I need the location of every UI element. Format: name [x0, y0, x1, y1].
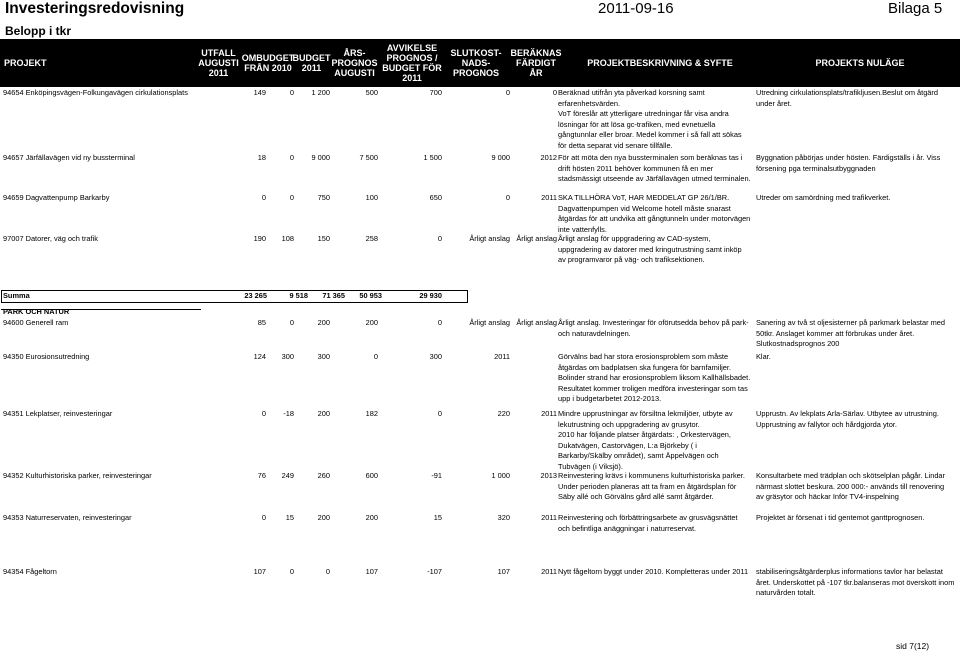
description-line: lösningar för att lösa gc-trafiken, med evnetuella — [558, 119, 716, 129]
description-line: erfarenhetsvärden. — [558, 98, 621, 108]
description-line: stadsmässigt utseende av Järfällavägen utmed terminalen. — [558, 174, 751, 184]
description-line: upp i budgetarbetet 2012-2013. — [558, 394, 662, 404]
table-header — [0, 39, 960, 87]
status-line: närmast slottet beskura. 200 000:- används till renovering — [756, 481, 945, 491]
status-line: Utreder om samördning med trafikverket. — [756, 193, 891, 202]
fardigt-value: 2013 — [540, 471, 557, 480]
description-line: lekutrustning och uppgradering av grusytor. — [558, 419, 700, 429]
utfall-value: 0 — [261, 409, 266, 418]
ombudget-value: 249 — [281, 471, 294, 480]
utfall-value: 0 — [261, 513, 266, 522]
col-slutkost: SLUTKOST-NADS-PROGNOS — [450, 48, 502, 78]
avvikelse-value: 650 — [429, 193, 442, 202]
status-line: Slutkostnadsprognos 200 — [756, 339, 840, 349]
prognos-value: 100 — [365, 193, 378, 202]
col-projekt: PROJEKT — [4, 58, 47, 68]
budget-value: 9 000 — [311, 153, 330, 162]
fardigt-value: 2012 — [540, 153, 557, 162]
budget-value: 200 — [317, 318, 330, 327]
description-line: Under perioden planeras att ta fram en åtgärdsplan för — [558, 481, 737, 491]
col-nulage: PROJEKTS NULÄGE — [815, 58, 905, 68]
col-ombudget: OMBUDGET FRÅN 2010 — [241, 53, 295, 73]
description-line: Resultatet kommer troligen medföra investeringar som tas — [558, 383, 748, 393]
fardigt-value: Årligt anslag — [516, 234, 557, 243]
utfall-value: 0 — [261, 193, 266, 202]
project-name: 94351 Lekplatser, reinvesteringar — [3, 409, 113, 418]
ombudget-value: 0 — [289, 193, 294, 202]
summa-prognos: 50 953 — [359, 291, 382, 300]
description-line: Tubvägen (i Viksjö). — [558, 462, 623, 471]
description-line: Säby allé och Görvälns gård allé samt åtgärder. — [558, 492, 714, 502]
budget-value: 750 — [317, 193, 330, 202]
utfall-value: 85 — [257, 318, 266, 327]
slutkost-value: 107 — [497, 567, 510, 576]
prognos-value: 0 — [373, 352, 378, 361]
avvikelse-value: -107 — [427, 567, 442, 576]
description-line: Reinvestering krävs i kommunens kulturhistoriska parker. — [558, 471, 745, 480]
col-beskrivning: PROJEKTBESKRIVNING & SYFTE — [587, 58, 733, 68]
description-line: Bolinder strand har erosionsproblem liksom Kallhällsbadet. — [558, 373, 751, 383]
prognos-value: 600 — [365, 471, 378, 480]
fardigt-value: 2011 — [541, 513, 557, 522]
description-line: Barkarby/Skälby området), samt Äppelvägen och — [558, 451, 719, 461]
prognos-value: 500 — [365, 88, 378, 97]
prognos-value: 107 — [365, 567, 378, 576]
utfall-value: 149 — [253, 88, 266, 97]
utfall-value: 124 — [253, 352, 266, 361]
budget-value: 300 — [317, 352, 330, 361]
project-name: 97007 Datorer, väg och trafik — [3, 234, 98, 243]
project-name: 94657 Järfällavägen vid ny bussterminal — [3, 153, 135, 162]
budget-value: 150 — [317, 234, 330, 243]
utfall-value: 76 — [257, 471, 266, 480]
description-line: och befintliga anäggningar i naturreservat. — [558, 523, 697, 533]
avvikelse-value: 0 — [437, 318, 442, 327]
status-line: Upprustning av fallytor och hårdgjorda ytor. — [756, 419, 897, 429]
ombudget-value: 108 — [281, 234, 294, 243]
description-line: För att möta den nya bussterminalen som beräknas tas i — [558, 153, 743, 162]
slutkost-value: 220 — [497, 409, 510, 418]
status-line: Klar. — [756, 352, 771, 361]
slutkost-value: Årligt anslag — [469, 234, 510, 243]
avvikelse-value: -91 — [431, 471, 442, 480]
prognos-value: 200 — [365, 513, 378, 522]
budget-value: 260 — [317, 471, 330, 480]
description-line: Årligt anslag. Investeringar för oförutsedda behov på park- — [558, 318, 749, 327]
ombudget-value: -18 — [283, 409, 294, 418]
avvikelse-value: 300 — [429, 352, 442, 361]
project-name: 94600 Generell ram — [3, 318, 69, 327]
summa-budget: 71 365 — [322, 291, 345, 300]
appendix-label: Bilaga 5 — [888, 0, 943, 17]
status-line: stabiliseringsåtgärderplus informations tavlor har belastat — [756, 567, 943, 576]
description-line: och naturavdelningen. — [558, 328, 631, 338]
fardigt-value: Årligt anslag — [516, 318, 557, 327]
project-name: 94654 Enköpingsvägen-Folkungavägen cirkulationsplats — [3, 88, 188, 97]
project-name: 94352 Kulturhistoriska parker, reinvesteringar — [3, 471, 152, 480]
col-fardigt: BERÄKNAS FÄRDIGT ÅR — [510, 48, 562, 78]
status-line: Sanering av två st oljesisterner på parkmark belastar med — [756, 318, 945, 327]
description-line: Dagvattenpumpen vid Welcome hotell måste snarast — [558, 203, 731, 213]
description-line: Görvälns bad har stora erosionsproblem som måste — [558, 352, 729, 361]
project-name: 94353 Naturreservaten, reinvesteringar — [3, 513, 132, 522]
slutkost-value: 1 000 — [491, 471, 510, 480]
status-line: Byggnation påbörjas under hösten. Färdigställs i år. Viss — [756, 153, 941, 162]
slutkost-value: 2011 — [494, 352, 510, 361]
avvikelse-value: 0 — [437, 409, 442, 418]
project-name: 94354 Fågeltorn — [3, 567, 57, 576]
description-line: SKA TILLHÖRA VoT, HAR MEDDELAT GP 26/1/BR. — [558, 193, 730, 202]
prognos-value: 182 — [365, 409, 378, 418]
status-line: under året. — [756, 98, 792, 108]
fardigt-value: 2011 — [541, 193, 557, 202]
description-line: Nytt fågeltorn byggt under 2010. Kompletteras under 2011 — [558, 567, 749, 576]
ombudget-value: 0 — [289, 567, 294, 576]
summa-ombudget: 9 518 — [289, 291, 308, 300]
description-line: åtgärdas för att undvika att gångtunneln under motorvägen — [558, 214, 751, 224]
avvikelse-value: 15 — [433, 513, 442, 522]
summa-avvikelse: 29 930 — [419, 291, 442, 300]
avvikelse-value: 700 — [429, 88, 442, 97]
utfall-value: 190 — [253, 234, 266, 243]
description-line: Dukatvägen, Castorvägen, L:a Björkeby ( i — [558, 440, 697, 450]
status-line: 50tkr. Anslaget kommer att förbrukas under året. — [756, 328, 915, 338]
status-line: Utredning cirkulationsplats/trafikljusen.Beslut om åtgärd — [756, 88, 938, 97]
slutkost-value: 0 — [505, 193, 510, 202]
page-number: sid 7(12) — [896, 641, 930, 651]
budget-value: 200 — [317, 409, 330, 418]
prognos-value: 200 — [365, 318, 378, 327]
ombudget-value: 0 — [289, 153, 294, 162]
ombudget-value: 300 — [281, 352, 294, 361]
status-line: Konsultarbete med trädplan och skötselplan pågår. Lindar — [756, 471, 945, 480]
description-line: VoT föreslår att ytterligare utredningar får visa andra — [558, 109, 729, 119]
col-avvikelse: AVVIKELSE PROGNOS / BUDGET FÖR 2011 — [382, 43, 442, 83]
ombudget-value: 0 — [289, 88, 294, 97]
report-date: 2011-09-16 — [598, 0, 674, 17]
budget-value: 200 — [317, 513, 330, 522]
amount-unit-label: Belopp i tkr — [5, 24, 72, 38]
fardigt-value: 2011 — [541, 409, 557, 418]
avvikelse-value: 1 500 — [423, 153, 442, 162]
project-name: 94350 Eurosionsutredning — [3, 352, 90, 361]
prognos-value: 7 500 — [359, 153, 378, 162]
fardigt-value: 0 — [552, 88, 557, 97]
status-line: naturvården totalt. — [756, 588, 816, 598]
project-name: 94659 Dagvattenpump Barkarby — [3, 193, 110, 202]
slutkost-value: Årligt anslag — [469, 318, 510, 327]
avvikelse-value: 0 — [437, 234, 442, 243]
description-line: av programvaror på väg- och trafiksektionen. — [558, 255, 705, 265]
ombudget-value: 15 — [285, 513, 294, 522]
description-line: Mindre upprustningar av försiltna lekmiljöer, utbyte av — [558, 409, 733, 418]
description-line: 2010 har följande platser åtgärdats: , Orkestervägen, — [558, 430, 731, 440]
description-line: Reinvestering och förbättringsarbete av grusvägsnättet — [558, 513, 738, 522]
budget-value: 1 200 — [311, 88, 330, 97]
budget-value: 0 — [325, 567, 330, 576]
col-budget: BUDGET 2011 — [292, 53, 331, 73]
col-arsprognos: ÅRS-PROGNOS AUGUSTI — [331, 48, 378, 78]
utfall-value: 107 — [253, 567, 266, 576]
description-line: drift hösten 2011 behöver kommunen få en mer — [558, 163, 714, 173]
description-line: Beräknad utifrån yta påverkad korsning samt — [558, 88, 705, 97]
description-line: inte vattenfylls. — [558, 224, 607, 234]
status-line: försening pga terminalsutbyggnaden — [756, 163, 876, 173]
utfall-value: 18 — [257, 153, 266, 162]
ombudget-value: 0 — [289, 318, 294, 327]
status-line: Upprustn. Av lekplats Arla-Särlav. Utbytee av utrustning. — [756, 409, 939, 418]
section-heading: PARK OCH NATUR — [3, 307, 70, 316]
status-line: Projektet är försenat i tid gentemot ganttprognosen. — [756, 513, 925, 522]
prognos-value: 258 — [365, 234, 378, 243]
fardigt-value: 2011 — [541, 567, 557, 576]
description-line: gångtunnlar eller broar. Medel kommer i så fall att sökas — [558, 130, 742, 140]
col-utfall: UTFALL AUGUSTI 2011 — [198, 48, 239, 78]
page-title: Investeringsredovisning — [5, 0, 185, 17]
description-line: för detta separat vid senare tillfälle. — [558, 141, 673, 150]
summa-utfall: 23 265 — [244, 291, 267, 300]
summa-label: Summa — [3, 291, 30, 300]
slutkost-value: 0 — [505, 88, 510, 97]
status-line: året. Underskottet på -107 tkr.balanseras mot överskott inom — [756, 577, 955, 587]
description-line: Årligt anslag för uppgradering av CAD-system, — [558, 234, 711, 243]
status-line: av gräsytor och häckar Inför TV4-inspelning — [756, 492, 899, 502]
description-line: åtgärdas om badplatsen ska fungera för barnfamiljer. — [558, 362, 731, 372]
description-line: uppgradering av datorer med kringutrustning samt inköp — [558, 244, 742, 254]
slutkost-value: 9 000 — [491, 153, 510, 162]
slutkost-value: 320 — [497, 513, 510, 522]
